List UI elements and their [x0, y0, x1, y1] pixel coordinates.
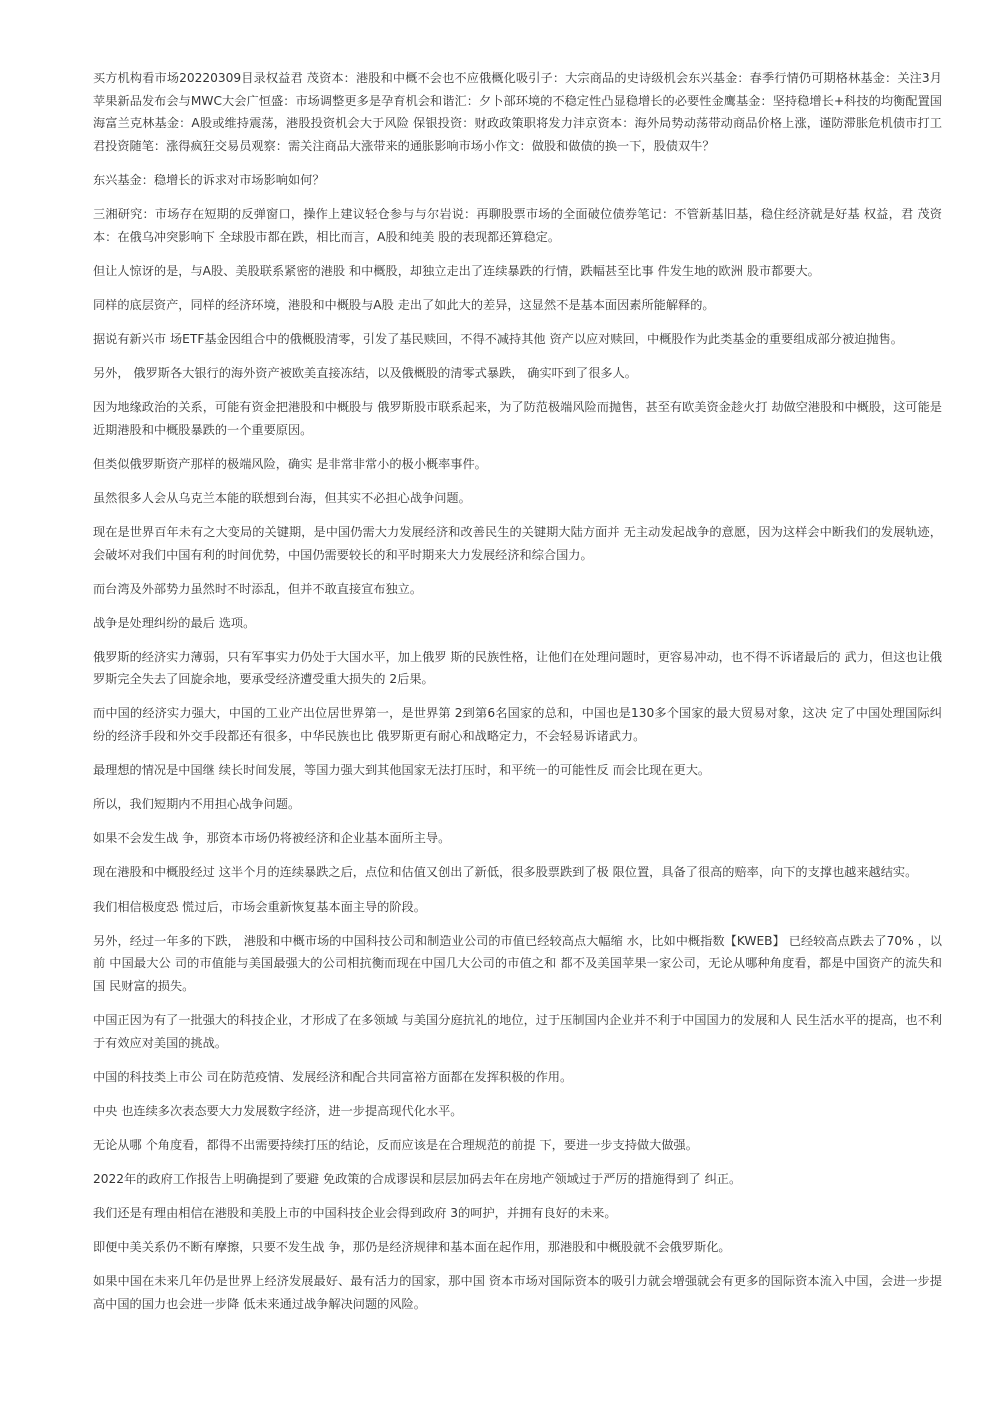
paragraph: 因为地缘政治的关系，可能有资金把港股和中概股与 俄罗斯股市联系起来，为了防范极端风险而抛售，甚至有欧美资金趁火打 劫做空港股和中概股，这可能是近期港股和中概股暴跌的一个重要原因。: [93, 400, 942, 437]
paragraph: 据说有新兴市 场ETF基金因组合中的俄概股清零，引发了基民赎回，不得不减持其他 资产以应对赎回，中概股作为此类基金的重要组成部分被迫抛售。: [93, 331, 903, 346]
paragraph: 但类似俄罗斯资产那样的极端风险，确实 是非常非常小的极小概率事件。: [93, 456, 487, 471]
paragraph: 中国正因为有了一批强大的科技企业，才形成了在多领域 与美国分庭抗礼的地位，过于压制国内企业并不利于中国国力的发展和人 民生活水平的提高，也不利于有效应对美国的挑战。: [93, 1012, 942, 1050]
paragraph: 东兴基金：稳增长的诉求对市场影响如何？: [93, 172, 325, 187]
paragraph: 俄罗斯的经济实力薄弱，只有军事实力仍处于大国水平，加上俄罗 斯的民族性格，让他们在处理问题时，更容易冲动，也不得不诉诸最后的 武力，但这也让俄罗斯完全失去了回旋余地，要承受经济遭受重大损失的 2后果。: [93, 649, 942, 687]
paragraph: 战争是处理纠纷的最后 选项。: [93, 615, 256, 630]
paragraph: 而中国的经济实力强大，中国的工业产出位居世界第一，是世界第 2到第6名国家的总和，中国也是130多个国家的最大贸易对象，这决 定了中国处理国际纠纷的经济手段和外交手段都还有很多，中华民族也比 俄罗斯更有耐心和战略定力，不会轻易诉诸武力。: [93, 706, 942, 744]
paragraph: 而台湾及外部势力虽然时不时添乱，但并不敢直接宣布独立。: [93, 581, 423, 596]
paragraph: 但让人惊讶的是，与A股、美股联系紧密的港股 和中概股，却独立走出了连续暴跌的行情，跌幅甚至比事 件发生地的欧洲 股市都要大。: [93, 263, 820, 278]
paragraph: 另外， 俄罗斯各大银行的海外资产被欧美直接冻结，以及俄概股的清零式暴跌， 确实吓到了很多人。: [93, 365, 637, 380]
paragraph: 同样的底层资产，同样的经济环境，港股和中概股与A股 走出了如此大的差异，这显然不是基本面因素所能解释的。: [93, 297, 715, 312]
paragraph: 虽然很多人会从乌克兰本能的联想到台海，但其实不必担心战争问题。: [93, 490, 471, 505]
paragraph: 中国的科技类上市公 司在防范疫情、发展经济和配合共同富裕方面都在发挥积极的作用。: [93, 1069, 573, 1084]
paragraph: 如果中国在未来几年仍是世界上经济发展最好、最有活力的国家，那中国 资本市场对国际资本的吸引力就会增强就会有更多的国际资本流入中国，会进一步提高中国的国力也会进一步降 低未来通过战争解决问题的风险。: [93, 1274, 942, 1311]
paragraph: 即便中美关系仍不断有摩擦，只要不发生战 争，那仍是经济规律和基本面在起作用，那港股和中概股就不会俄罗斯化。: [93, 1240, 731, 1255]
paragraph: 现在是世界百年未有之大变局的关键期，是中国仍需大力发展经济和改善民生的关键期大陆方面并 无主动发起战争的意愿，因为这样会中断我们的发展轨迹，会破坏对我们中国有利的时间优势，中国仍需要较长的和平时期来大力发展经济和综合国力。: [93, 524, 942, 562]
paragraph: 买方机构看市场20220309目录权益君 茂资本：港股和中概不会也不应俄概化吸引子：大宗商品的史诗级机会东兴基金：春季行情仍可期格林基金：关注3月苹果新品发布会与MWC大会广恒盛：市场调整更多是孕育机会和谐汇：夕卜部环境的不稳定性凸显稳增长的必要性金鹰基金：坚持稳增长+科技的均衡配置国海富兰克林基金：A股或维持震荡，港股投资机会大于风险 保银投资：财政政策职将发力沣京资本：海外局势动荡带动商品价格上涨，谨防滞胀危机债市打工君投资随笔：涨得疯狂交易员观察：需关注商品大涨带来的通胀影响市场小作文：做股和做债的换一下，股债双牛？: [93, 71, 942, 153]
paragraph: 我们相信极度恐 慌过后，市场会重新恢复基本面主导的阶段。: [93, 899, 426, 914]
paragraph: 2022年的政府工作报告上明确提到了要避 免政策的合成谬误和层层加码去年在房地产领域过于严厉的措施得到了 纠正。: [93, 1171, 742, 1186]
paragraph: 最理想的情况是中国继 续长时间发展，等国力强大到其他国家无法打压时，和平统一的可能性反 而会比现在更大。: [93, 763, 711, 778]
paragraph: 另外，经过一年多的下跌， 港股和中概市场的中国科技公司和制造业公司的市值已经较高点大幅缩 水，比如中概指数【KWEB】 已经较高点跌去了70% ，以前 中国最大公 司的市值能与美国最强大的公司相抗衡而现在中国几大公司的市值之和 都不及美国苹果一家公司，无论从哪种角度看，都是中国资产的流失和国 民财富的损失。: [93, 933, 942, 993]
paragraph: 中央 也连续多次表态要大力发展数字经济，进一步提高现代化水平。: [93, 1103, 463, 1118]
paragraph: 所以，我们短期内不用担心战争问题。: [93, 797, 301, 812]
paragraph: 如果不会发生战 争，那资本市场仍将被经济和企业基本面所主导。: [93, 831, 451, 846]
paragraph: 我们还是有理由相信在港股和美股上市的中国科技企业会得到政府 3的呵护，并拥有良好的未来。: [93, 1205, 617, 1220]
paragraph: 现在港股和中概股经过 这半个月的连续暴跌之后，点位和估值又创出了新低，很多股票跌到了极 限位置，具备了很高的赔率，向下的支撑也越来越结实。: [93, 865, 918, 880]
article-body: [93, 67, 942, 1315]
paragraph: 三湘研究：市场存在短期的反弹窗口，操作上建议轻仓参与与尔岩说：再聊股票市场的全面破位债券笔记：不管新基旧基，稳住经济就是好基 权益，君 茂资本：在俄乌冲突影响下 全球股市都在跌，相比而言，A股和纯美 股的表现都还算稳定。: [93, 206, 942, 244]
paragraph: 无论从哪 个角度看，都得不出需要持续打压的结论，反而应该是在合理规范的前提 下，要进一步支持做大做强。: [93, 1137, 698, 1152]
